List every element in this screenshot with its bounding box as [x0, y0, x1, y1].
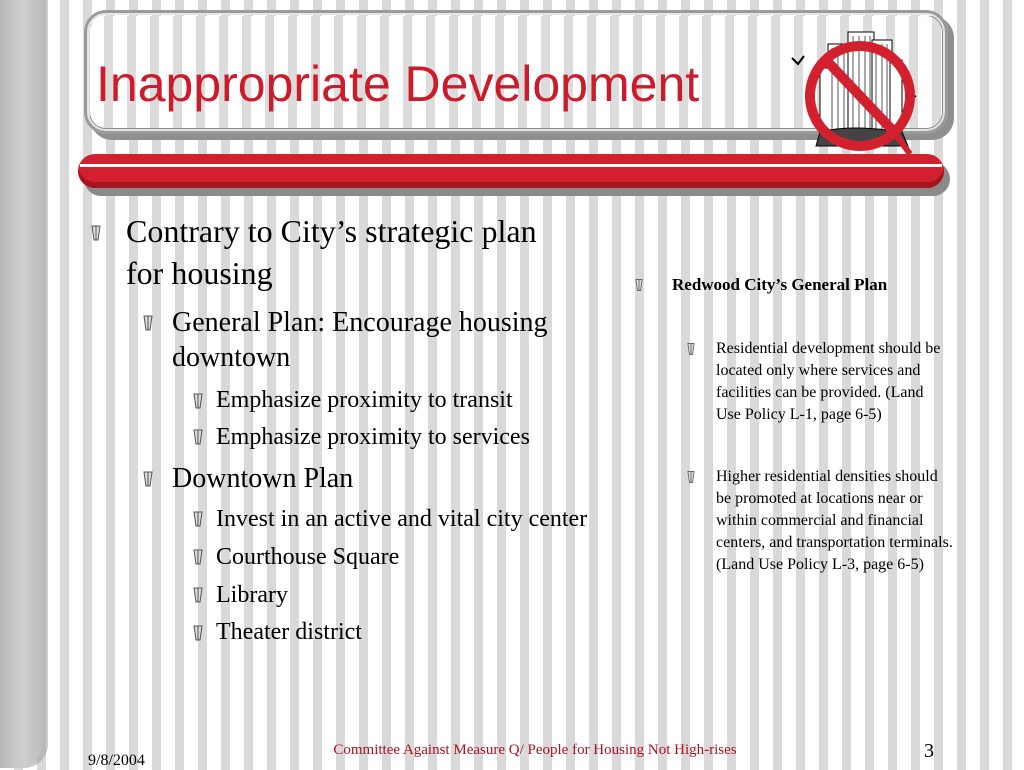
bullet-icon — [192, 624, 202, 640]
side-paragraph-2-line: Higher residential densities should — [716, 468, 938, 485]
bullet-level3-text: Courthouse Square — [216, 544, 400, 570]
bullet-icon — [192, 548, 202, 564]
bullet-level3-text: Theater district — [216, 619, 362, 645]
no-high-rise-icon — [790, 12, 930, 162]
side-panel-heading: Redwood City’s General Plan — [672, 275, 888, 294]
bullet-icon — [192, 510, 202, 526]
bullet-icon — [192, 428, 202, 444]
left-decorative-bar — [0, 0, 42, 768]
bullet-level1-text: Contrary to City’s strategic plan — [126, 213, 537, 249]
side-paragraph-1-line: Residential development should be — [716, 340, 941, 357]
side-paragraph-2-line: be promoted at locations near or — [716, 490, 923, 507]
side-paragraph-2-line: centers, and transportation terminals. — [716, 534, 953, 551]
bullet-icon — [192, 586, 202, 602]
side-paragraph-2-line: (Land Use Policy L-3, page 6-5) — [716, 556, 924, 573]
bullet-icon — [192, 392, 202, 408]
page-number: 3 — [924, 740, 934, 762]
bullet-icon — [90, 224, 100, 240]
footer-date: 9/8/2004 — [88, 752, 145, 769]
side-paragraph-1-line: Use Policy L-1, page 6-5) — [716, 406, 882, 423]
bullet-icon — [142, 314, 152, 330]
bullet-icon — [634, 278, 644, 294]
bullet-icon — [686, 470, 696, 486]
bullet-level3-text: Emphasize proximity to services — [216, 424, 530, 450]
footer-organization: Committee Against Measure Q/ People for Housing Not High-rises — [333, 742, 737, 758]
side-paragraph-1-line: facilities can be provided. (Land — [716, 384, 924, 401]
side-paragraph-2-line: within commercial and financial — [716, 512, 924, 529]
bullet-level2-text: General Plan: Encourage housing — [172, 307, 548, 338]
bullet-level2-text: Downtown Plan — [172, 463, 354, 494]
bullet-icon — [686, 342, 696, 358]
bullet-level3-text: Emphasize proximity to transit — [216, 387, 513, 413]
bullet-level1-text: for housing — [126, 255, 273, 291]
red-bar-highlight — [80, 164, 942, 167]
bullet-level2-text: downtown — [172, 342, 291, 373]
side-paragraph-1-line: located only where services and — [716, 362, 921, 379]
bullet-icon — [142, 470, 152, 486]
bullet-level3-text: Invest in an active and vital city center — [216, 506, 588, 532]
slide-title: Inappropriate Development — [96, 56, 700, 112]
bullet-level3-text: Library — [216, 582, 288, 608]
